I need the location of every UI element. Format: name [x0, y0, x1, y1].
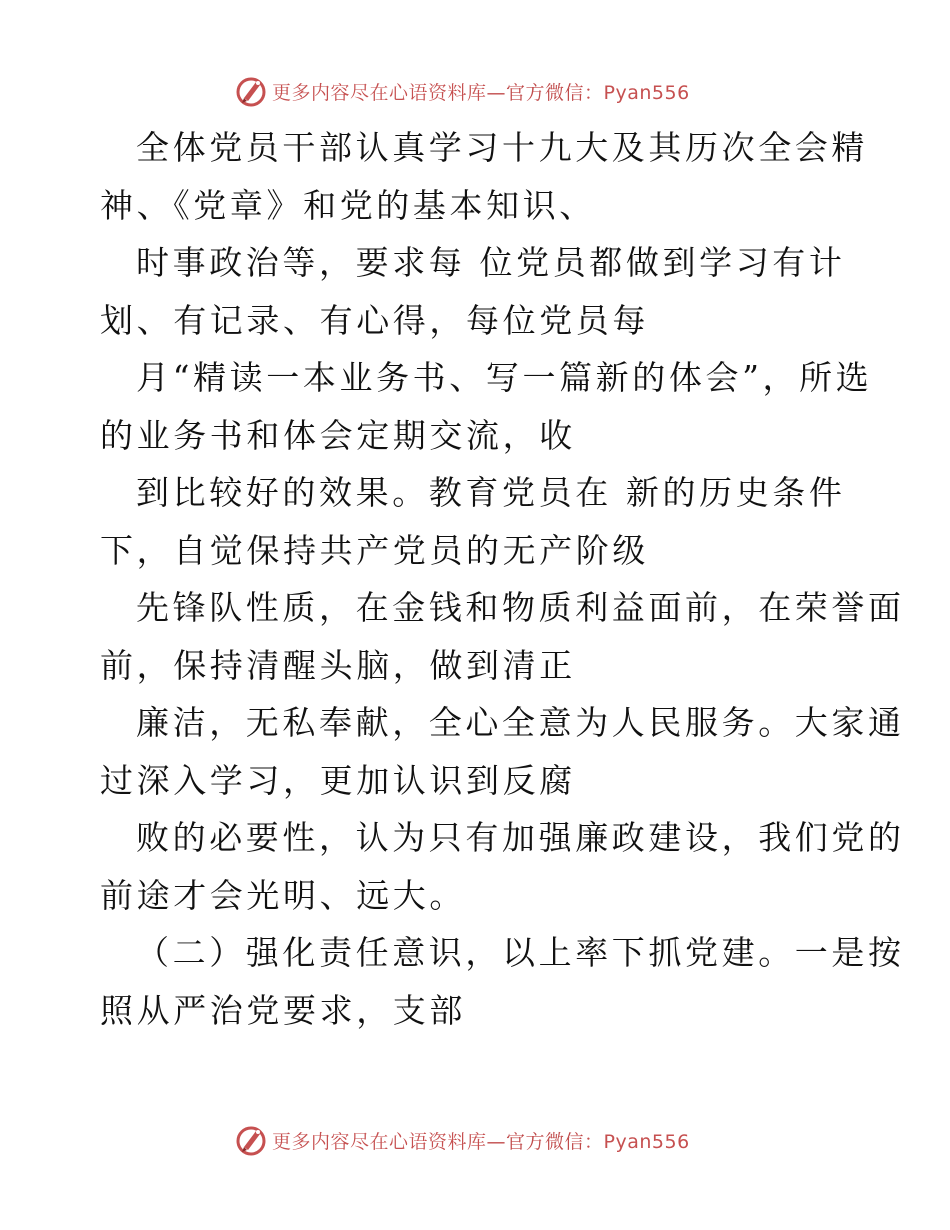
watermark-main: 更多内容尽在心语资料库: [272, 81, 487, 104]
body-line: 廉洁，无私奉献，全心全意为人民服务。大家通: [136, 703, 905, 742]
body-line: 的业务书和体会定期交流，收: [100, 415, 576, 455]
body-line: 先锋队性质，在金钱和物质利益面前，在荣誉面: [136, 588, 905, 627]
watermark-label: 官方微信: [506, 81, 585, 104]
body-line: 全体党员干部认真学习十九大及其历次全会精: [136, 128, 868, 167]
watermark-label: 官方微信: [506, 1130, 585, 1153]
body-line: 败的必要性，认为只有加强廉政建设，我们党的: [136, 818, 905, 857]
watermark-dash: —: [486, 1130, 507, 1153]
watermark-id: Pyan556: [603, 81, 690, 104]
watermark-dash: —: [486, 81, 507, 104]
watermark-main: 更多内容尽在心语资料库: [272, 1130, 487, 1153]
body-line: 前，保持清醒头脑，做到清正: [100, 645, 576, 685]
footer-watermark: [234, 1120, 690, 1160]
body-line: 到比较好的效果。教育党员在 新的历史条件: [136, 473, 846, 512]
body-line: 划、有记录、有心得，每位党员每: [100, 300, 649, 340]
watermark-text: [272, 78, 690, 105]
header-watermark: [234, 71, 690, 111]
pen-logo-icon: [234, 1123, 268, 1157]
body-line: 过深入学习，更加认识到反腐: [100, 760, 576, 800]
body-line: 下，自觉保持共产党员的无产阶级: [100, 530, 649, 570]
body-line: （二）强化责任意识，以上率下抓党建。一是按: [136, 933, 905, 972]
body-line: 照从严治党要求，支部: [100, 990, 466, 1030]
watermark-id: Pyan556: [603, 1130, 690, 1153]
body-line: 前途才会光明、远大。: [100, 875, 466, 915]
body-line: 时事政治等，要求每 位党员都做到学习有计: [136, 243, 846, 282]
watermark-text: [272, 1127, 690, 1154]
watermark-sep: ：: [584, 81, 604, 104]
body-line: 神、《党章》和党的基本知识、: [100, 185, 596, 225]
document-body: [100, 119, 905, 1039]
body-line: 月“精读一本业务书、写一篇新的体会”，所选: [136, 358, 873, 397]
pen-logo-icon: [234, 74, 268, 108]
watermark-sep: ：: [584, 1130, 604, 1153]
